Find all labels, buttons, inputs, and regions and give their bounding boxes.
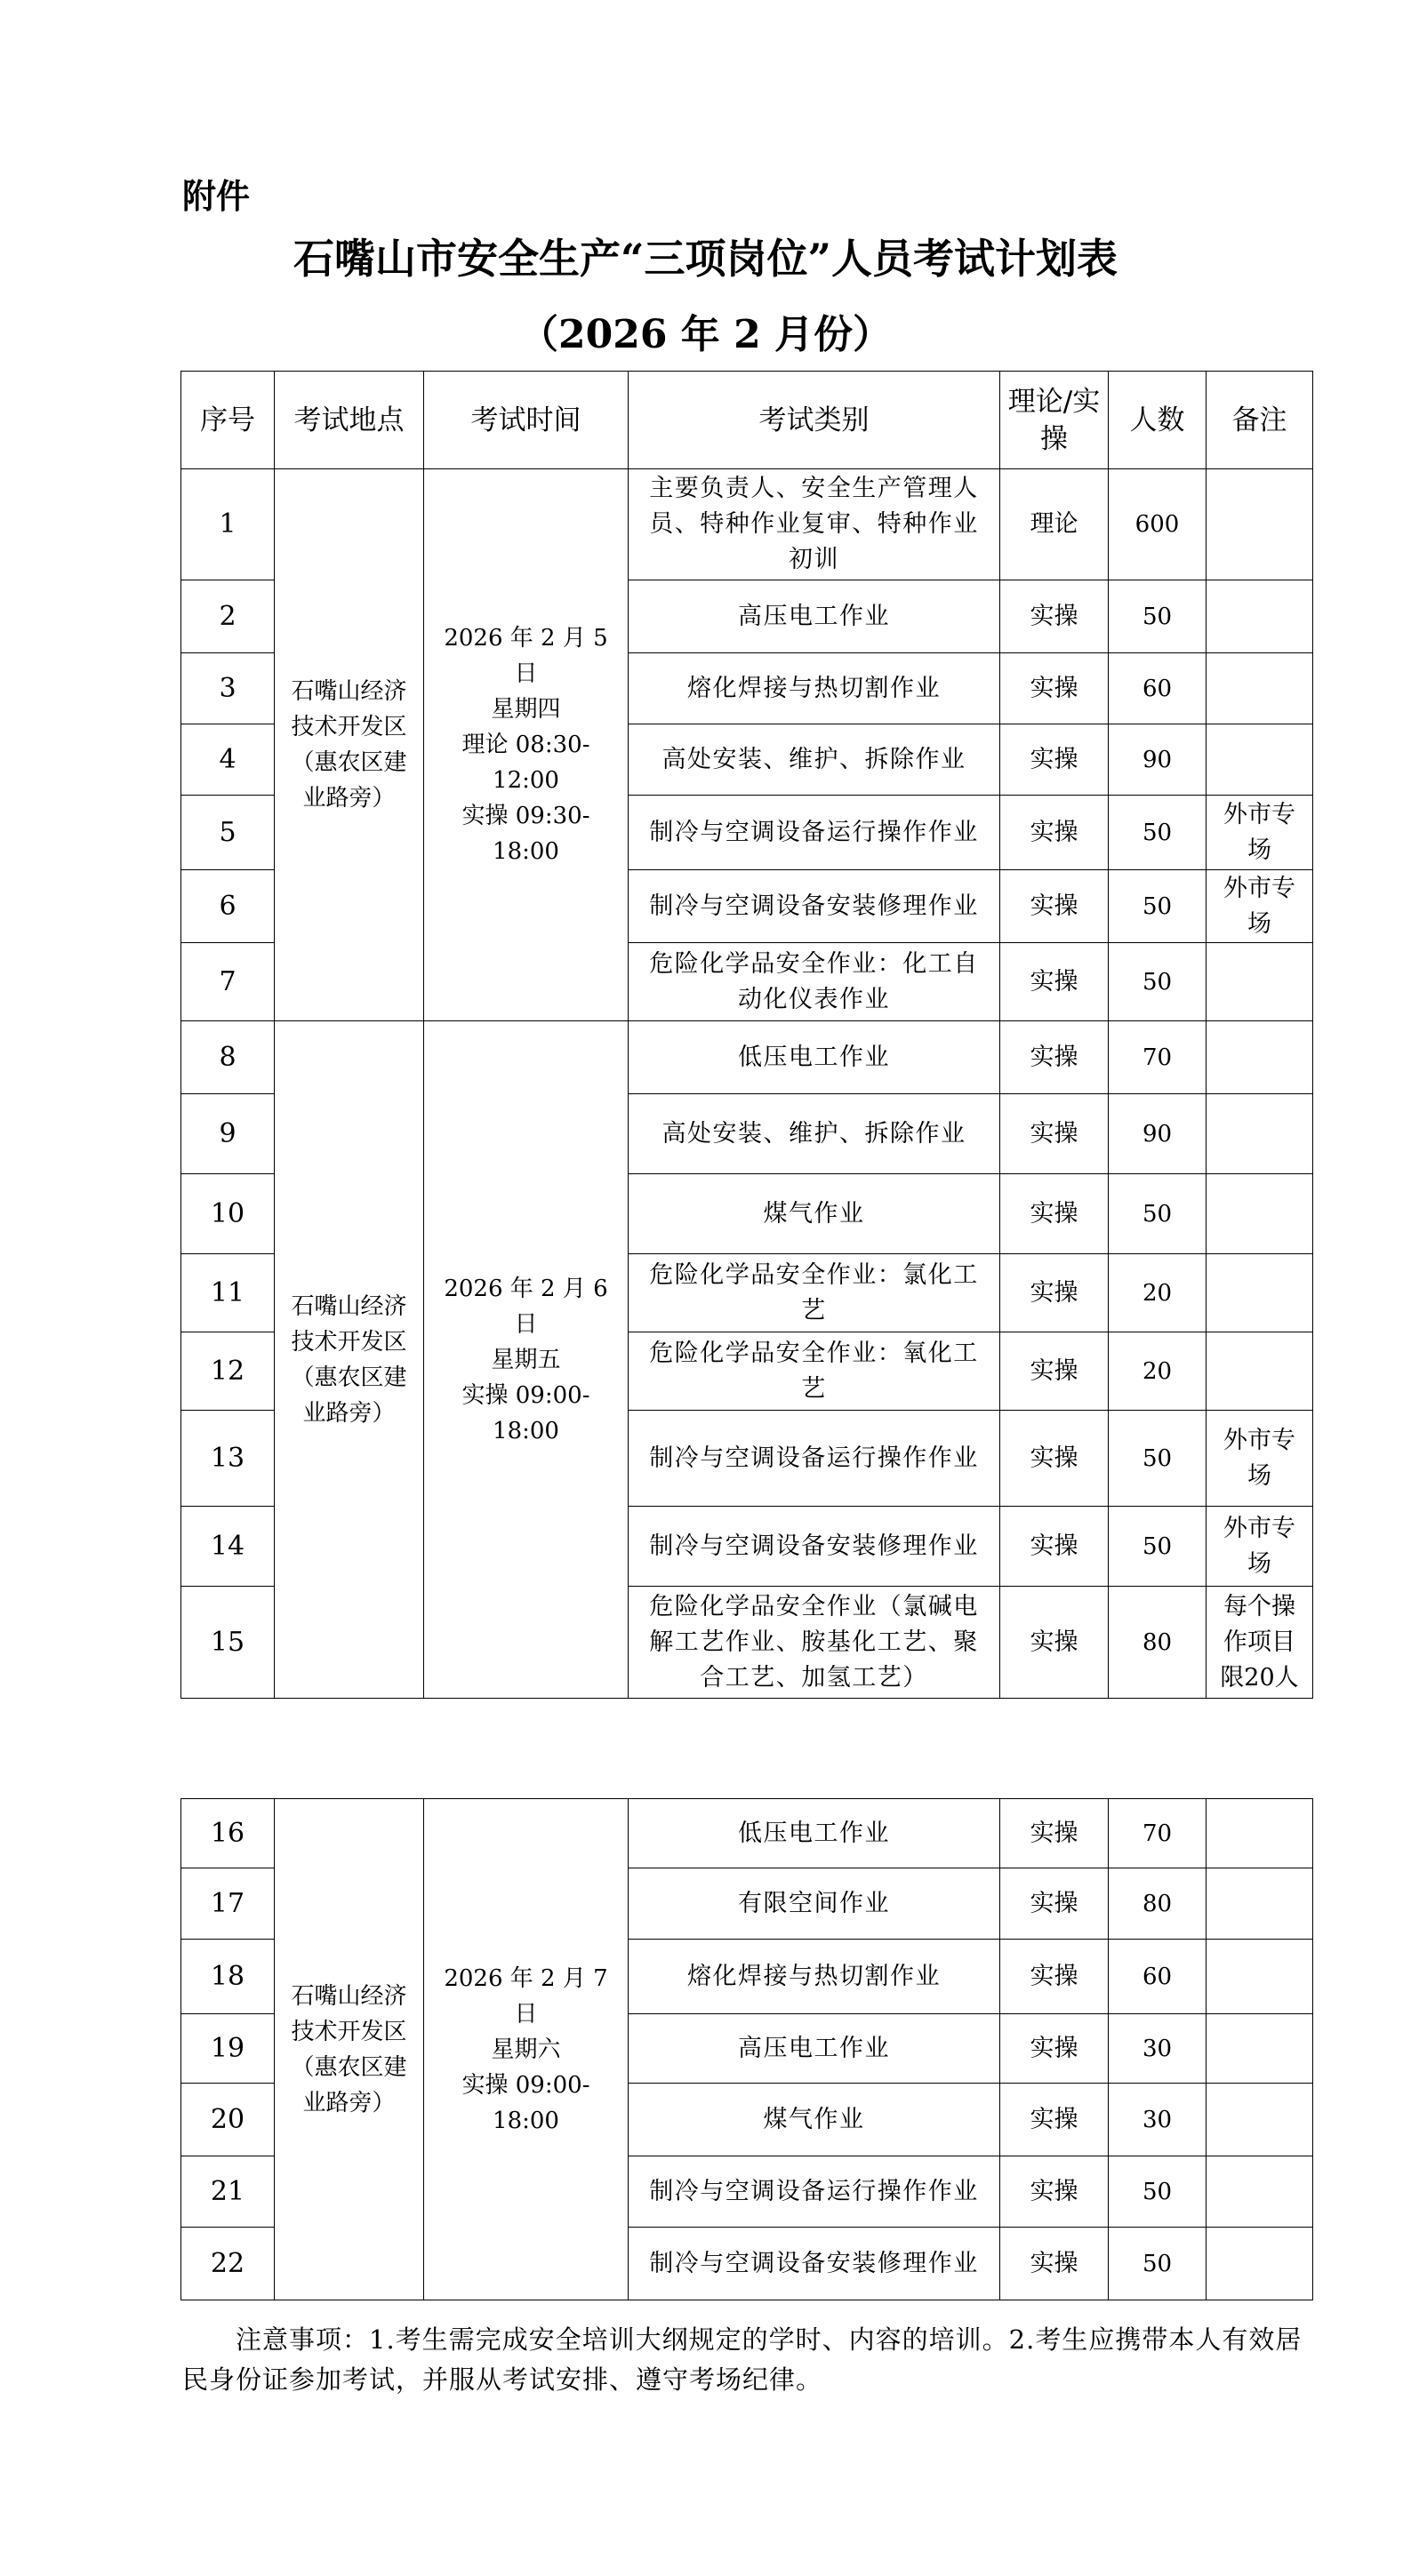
header-location: 考试地点 [275,372,424,469]
attachment-label: 附件 [182,177,251,216]
exam-category: 熔化焊接与热切割作业 [629,653,1000,724]
table-row [181,1021,1313,1094]
row-note [1207,1332,1313,1411]
candidate-count: 50 [1109,1174,1207,1254]
exam-type: 实操 [1000,943,1109,1021]
row-number: 9 [181,1094,275,1174]
exam-time-line: 星期五 [491,1346,561,1373]
row-note [1207,1094,1313,1174]
exam-type: 实操 [1000,2156,1109,2228]
row-note: 外市专场 [1207,796,1313,870]
row-number: 12 [181,1332,275,1411]
exam-category: 高压电工作业 [629,580,1000,653]
exam-location: 石嘴山经济技术开发区（惠农区建业路旁） [275,1021,424,1699]
row-note [1207,943,1313,1021]
row-number: 21 [181,2156,275,2228]
row-number: 22 [181,2228,275,2300]
exam-type: 实操 [1000,2228,1109,2300]
candidate-count: 20 [1109,1332,1207,1411]
exam-category: 低压电工作业 [629,1799,1000,1868]
exam-time-line: 星期六 [491,2036,561,2063]
exam-category: 高压电工作业 [629,2014,1000,2084]
row-note: 外市专场 [1207,1411,1313,1507]
exam-type: 实操 [1000,1507,1109,1587]
document-title: 石嘴山市安全生产“三项岗位”人员考试计划表 [293,235,1118,283]
row-note [1207,2084,1313,2156]
row-note [1207,1174,1313,1254]
row-note [1207,653,1313,724]
row-number: 14 [181,1507,275,1587]
candidate-count: 30 [1109,2084,1207,2156]
candidate-count: 50 [1109,1411,1207,1507]
exam-time-line: 2026 年 2 月 5 日 [444,625,608,687]
exam-category: 低压电工作业 [629,1021,1000,1094]
exam-category: 危险化学品安全作业：氧化工艺 [629,1332,1000,1411]
exam-type: 实操 [1000,1940,1109,2014]
exam-category: 制冷与空调设备运行操作作业 [629,1411,1000,1507]
document-subtitle: （2026 年 2 月份） [518,312,893,357]
candidate-count: 600 [1109,469,1207,580]
exam-type: 实操 [1000,796,1109,870]
row-number: 18 [181,1940,275,2014]
candidate-count: 50 [1109,870,1207,943]
exam-type: 实操 [1000,653,1109,724]
row-number: 20 [181,2084,275,2156]
row-number: 2 [181,580,275,653]
exam-time-line: 实操 09:00-18:00 [461,1381,590,1444]
header-time: 考试时间 [424,372,629,469]
exam-location: 石嘴山经济技术开发区（惠农区建业路旁） [275,1799,424,2300]
table-header-row [181,372,1313,469]
row-number: 1 [181,469,275,580]
exam-type: 实操 [1000,2084,1109,2156]
exam-time-line: 实操 09:00-18:00 [461,2071,590,2134]
row-note [1207,724,1313,796]
exam-type: 实操 [1000,1411,1109,1507]
exam-notice: 注意事项：1.考生需完成安全培训大纲规定的学时、内容的培训。2.考生应携带本人有效居民身份证参加考试，并服从考试安排、遵守考场纪律。 [182,2324,1303,2395]
row-number: 19 [181,2014,275,2084]
row-note [1207,2228,1313,2300]
exam-schedule-table-continued [180,1798,1313,2300]
candidate-count: 80 [1109,1587,1207,1699]
row-note [1207,2156,1313,2228]
candidate-count: 70 [1109,1021,1207,1094]
exam-category: 煤气作业 [629,2084,1000,2156]
row-note [1207,2014,1313,2084]
row-note: 外市专场 [1207,1507,1313,1587]
row-note [1207,1254,1313,1332]
exam-type: 实操 [1000,724,1109,796]
exam-type: 理论 [1000,469,1109,580]
candidate-count: 50 [1109,1507,1207,1587]
row-number: 11 [181,1254,275,1332]
exam-location: 石嘴山经济技术开发区（惠农区建业路旁） [275,469,424,1021]
candidate-count: 50 [1109,580,1207,653]
exam-time-line: 实操 09:30-18:00 [461,803,590,865]
header-category: 考试类别 [629,372,1000,469]
exam-category: 制冷与空调设备安装修理作业 [629,870,1000,943]
row-number: 7 [181,943,275,1021]
exam-type: 实操 [1000,1094,1109,1174]
candidate-count: 50 [1109,2156,1207,2228]
exam-category: 高处安装、维护、拆除作业 [629,1094,1000,1174]
candidate-count: 90 [1109,1094,1207,1174]
row-number: 10 [181,1174,275,1254]
exam-time-line: 2026 年 2 月 6 日 [444,1275,608,1338]
candidate-count: 30 [1109,2014,1207,2084]
header-no: 序号 [181,372,275,469]
row-number: 4 [181,724,275,796]
exam-category: 制冷与空调设备运行操作作业 [629,796,1000,870]
exam-type: 实操 [1000,1332,1109,1411]
row-number: 3 [181,653,275,724]
exam-schedule-table [180,371,1313,1699]
candidate-count: 70 [1109,1799,1207,1868]
candidate-count: 80 [1109,1868,1207,1940]
exam-type: 实操 [1000,870,1109,943]
exam-category: 制冷与空调设备运行操作作业 [629,2156,1000,2228]
row-number: 15 [181,1587,275,1699]
candidate-count: 50 [1109,796,1207,870]
candidate-count: 60 [1109,653,1207,724]
row-note [1207,1940,1313,2014]
candidate-count: 50 [1109,2228,1207,2300]
row-note [1207,1799,1313,1868]
exam-type: 实操 [1000,2014,1109,2084]
exam-type: 实操 [1000,1868,1109,1940]
exam-time-line: 星期四 [491,696,561,723]
exam-category: 熔化焊接与热切割作业 [629,1940,1000,2014]
row-note: 每个操作项目限20人 [1207,1587,1313,1699]
header-count: 人数 [1109,372,1207,469]
table-row [181,1799,1313,1868]
exam-type: 实操 [1000,1174,1109,1254]
row-number: 6 [181,870,275,943]
row-number: 17 [181,1868,275,1940]
row-note [1207,1868,1313,1940]
exam-category: 有限空间作业 [629,1868,1000,1940]
header-type: 理论/实操 [1000,372,1109,469]
row-number: 5 [181,796,275,870]
exam-category: 制冷与空调设备安装修理作业 [629,1507,1000,1587]
candidate-count: 60 [1109,1940,1207,2014]
exam-time-line: 2026 年 2 月 7 日 [444,1964,608,2028]
table-row [181,469,1313,580]
row-number: 8 [181,1021,275,1094]
exam-time [424,1799,629,2300]
exam-category: 煤气作业 [629,1174,1000,1254]
exam-category: 制冷与空调设备安装修理作业 [629,2228,1000,2300]
exam-type: 实操 [1000,580,1109,653]
candidate-count: 90 [1109,724,1207,796]
candidate-count: 20 [1109,1254,1207,1332]
exam-type: 实操 [1000,1799,1109,1868]
exam-type: 实操 [1000,1587,1109,1699]
exam-category: 高处安装、维护、拆除作业 [629,724,1000,796]
exam-category: 主要负责人、安全生产管理人员、特种作业复审、特种作业初训 [629,469,1000,580]
row-number: 13 [181,1411,275,1507]
row-number: 16 [181,1799,275,1868]
exam-category: 危险化学品安全作业（氯碱电解工艺作业、胺基化工艺、聚合工艺、加氢工艺） [629,1587,1000,1699]
row-note [1207,469,1313,580]
candidate-count: 50 [1109,943,1207,1021]
exam-type: 实操 [1000,1254,1109,1332]
row-note [1207,580,1313,653]
exam-time [424,1021,629,1699]
header-note: 备注 [1207,372,1313,469]
exam-category: 危险化学品安全作业：氯化工艺 [629,1254,1000,1332]
row-note: 外市专场 [1207,870,1313,943]
exam-time [424,469,629,1021]
exam-category: 危险化学品安全作业：化工自动化仪表作业 [629,943,1000,1021]
exam-time-line: 理论 08:30-12:00 [461,732,590,794]
exam-type: 实操 [1000,1021,1109,1094]
row-note [1207,1021,1313,1094]
